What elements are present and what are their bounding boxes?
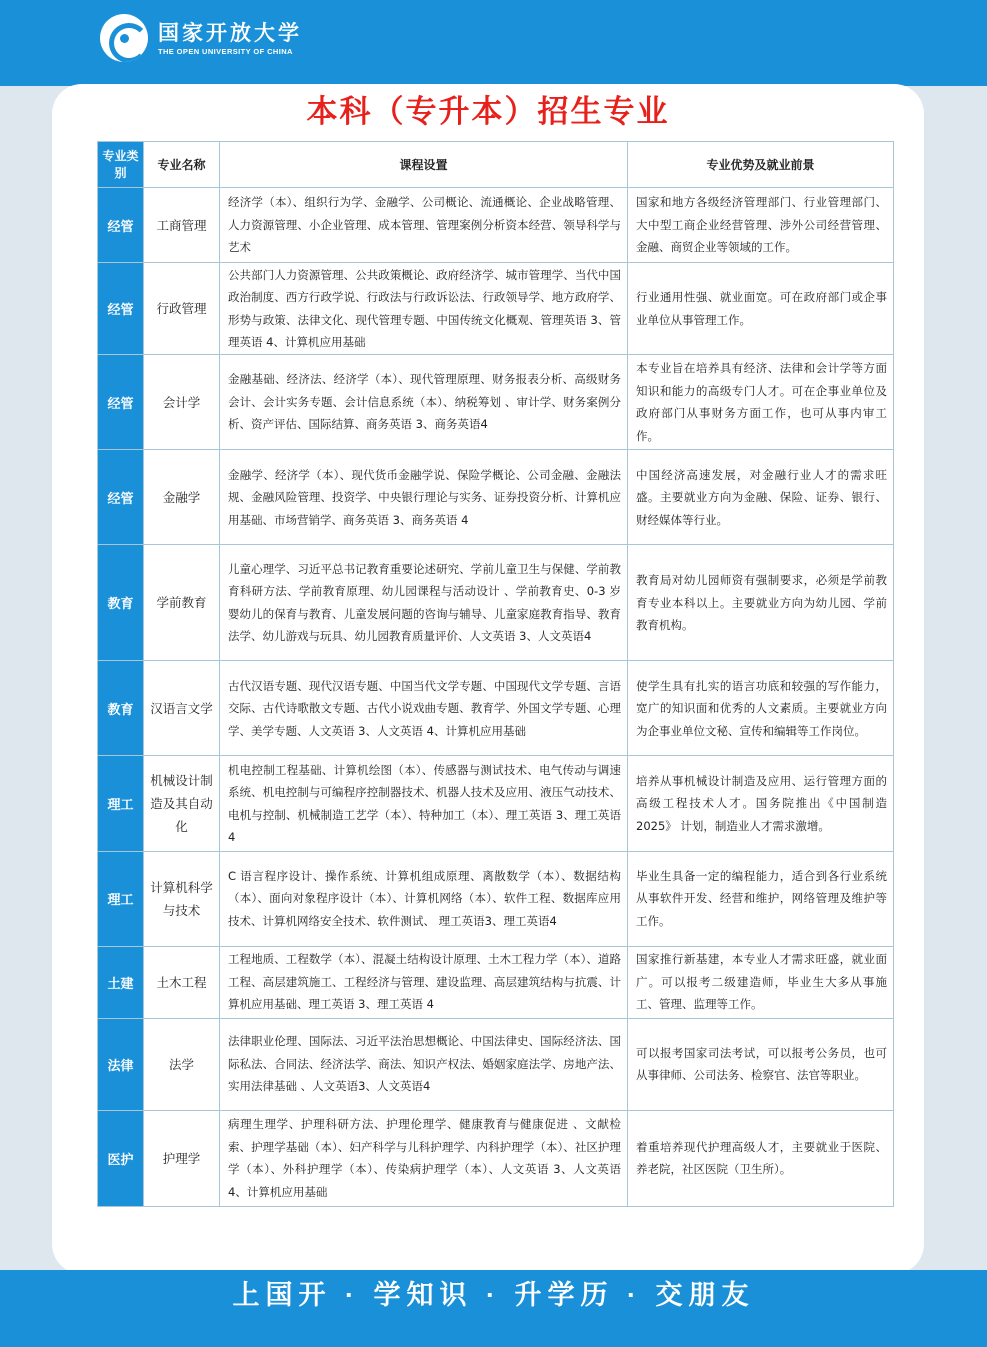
category-cell: 教育 [98,545,144,661]
courses-cell: 法律职业伦理、国际法、习近平法治思想概论、中国法律史、国际经济法、国际私法、合同法、经济法学、商法、知识产权法、婚姻家庭法学、房地产法、实用法律基础 、人文英语3、人文英语4 [220,1018,628,1110]
logo-english-name: THE OPEN UNIVERSITY OF CHINA [158,46,293,56]
courses-cell: 金融基础、经济法、经济学（本）、现代管理原理、财务报表分析、高级财务会计、会计实务专题、会计信息系统（本）、纳税筹划 、审计学、财务案例分析、资产评估、国际结算、商务英语 3、商务英语4 [220,355,628,450]
courses-cell: 工程地质、工程数学（本）、混凝土结构设计原理、土木工程力学（本）、道路工程、高层建筑施工、工程经济与管理、建设监理、高层建筑结构与抗震、计算机应用基础、理工英语 3、理工英语 4 [220,946,628,1018]
outlook-cell: 教育局对幼儿园师资有强制要求，必须是学前教育专业本科以上。主要就业方向为幼儿园、学前教育机构。 [628,545,894,661]
table-row [98,851,894,946]
category-cell: 理工 [98,851,144,946]
header-outlook: 专业优势及就业前景 [628,142,894,188]
table-row [98,263,894,355]
courses-cell: 儿童心理学、习近平总书记教育重要论述研究、学前儿童卫生与保健、学前教育科研方法、学前教育原理、幼儿园课程与活动设计 、学前教育史、0-3 岁婴幼儿的保育与教育、儿童发展问题的咨询与辅导、儿童家庭教育指导、教育法学、幼儿游戏与玩具、幼儿园教育质量评价、人文英语 3、人文英语4 [220,545,628,661]
table-row [98,756,894,851]
outlook-cell: 本专业旨在培养具有经济、法律和会计学等方面知识和能力的高级专门人才。可在企事业单位及政府部门从事财务方面工作，也可从事内审工作。 [628,355,894,450]
major-name-cell: 会计学 [144,355,220,450]
major-name-cell: 行政管理 [144,263,220,355]
courses-cell: 病理生理学、护理科研方法、护理伦理学、健康教育与健康促进 、文献检索、护理学基础（本）、妇产科学与儿科护理学、内科护理学（本）、社区护理学（本）、外科护理学（本）、传染病护理学（本）、人文英语 3、人文英语 4、计算机应用基础 [220,1110,628,1206]
major-name-cell: 护理学 [144,1110,220,1206]
courses-cell: 金融学、经济学（本）、现代货币金融学说、保险学概论、公司金融、金融法规、金融风险管理、投资学、中央银行理论与实务、证券投资分析、计算机应用基础、市场营销学、商务英语 3、商务英语 4 [220,450,628,545]
major-name-cell: 学前教育 [144,545,220,661]
page-title: 本科（专升本）招生专业 [306,94,670,129]
outlook-cell: 行业通用性强、就业面宽。可在政府部门或企事业单位从事管理工作。 [628,263,894,355]
courses-cell: 经济学（本）、组织行为学、金融学、公司概论、流通概论、企业战略管理、人力资源管理、小企业管理、成本管理、管理案例分析资本经营、领导科学与艺术 [220,188,628,263]
category-cell: 医护 [98,1110,144,1206]
courses-cell: C 语言程序设计、操作系统、计算机组成原理、离散数学（本）、数据结构（本）、面向对象程序设计（本）、计算机网络（本）、软件工程、数据库应用技术、计算机网络安全技术、软件测试、 理工英语3、理工英语4 [220,851,628,946]
category-cell: 经管 [98,355,144,450]
logo-text [158,21,302,56]
slogan-text: 上国开 · 学知识 · 升学历 · 交朋友 [232,1280,755,1310]
outlook-cell: 可以报考国家司法考试，可以报考公务员，也可从事律师、公司法务、检察官、法官等职业。 [628,1018,894,1110]
table-row [98,188,894,263]
major-name-cell: 土木工程 [144,946,220,1018]
outlook-cell: 中国经济高速发展，对金融行业人才的需求旺盛。主要就业方向为金融、保险、证券、银行、财经媒体等行业。 [628,450,894,545]
courses-cell: 公共部门人力资源管理、公共政策概论、政府经济学、城市管理学、当代中国政治制度、西方行政学说、行政法与行政诉讼法、行政领导学、地方政府学、形势与政策、法律文化、现代管理专题、中国传统文化概观、管理英语 3、管理英语 4、计算机应用基础 [220,263,628,355]
table-row [98,450,894,545]
outlook-cell: 培养从事机械设计制造及应用、运行管理方面的高级工程技术人才。国务院推出《中国制造 2025》 计划，制造业人才需求激增。 [628,756,894,851]
university-logo [100,12,302,64]
category-cell: 经管 [98,263,144,355]
category-cell: 经管 [98,450,144,545]
logo-chinese-name: 国家开放大学 [158,21,302,45]
category-cell: 理工 [98,756,144,851]
slogan-band [0,1270,987,1347]
outlook-cell: 国家和地方各级经济管理部门、行业管理部门、大中型工商企业经营管理、涉外公司经营管理、金融、商贸企业等领域的工作。 [628,188,894,263]
table-row [98,661,894,756]
table-row [98,1110,894,1206]
header-category: 专业类别 [98,142,144,188]
category-cell: 土建 [98,946,144,1018]
outlook-cell: 国家推行新基建，本专业人才需求旺盛，就业面广。可以报考二级建造师，毕业生大多从事施工、管理、监理等工作。 [628,946,894,1018]
table-body [98,188,894,1207]
outlook-cell: 使学生具有扎实的语言功底和较强的写作能力，宽广的知识面和优秀的人文素质。主要就业方向为企事业单位文秘、宣传和编辑等工作岗位。 [628,661,894,756]
table-header-row [98,142,894,188]
header-courses: 课程设置 [220,142,628,188]
category-cell: 教育 [98,661,144,756]
majors-table [97,141,894,1207]
major-name-cell: 汉语言文学 [144,661,220,756]
major-name-cell: 计算机科学与技术 [144,851,220,946]
outlook-cell: 毕业生具备一定的编程能力，适合到各行业系统从事软件开发、经营和维护，网络管理及维护等工作。 [628,851,894,946]
major-name-cell: 金融学 [144,450,220,545]
outlook-cell: 着重培养现代护理高级人才，主要就业于医院、养老院，社区医院（卫生所）。 [628,1110,894,1206]
major-name-cell: 工商管理 [144,188,220,263]
major-name-cell: 法学 [144,1018,220,1110]
category-cell: 法律 [98,1018,144,1110]
table-row [98,355,894,450]
courses-cell: 古代汉语专题、现代汉语专题、中国当代文学专题、中国现代文学专题、言语交际、古代诗歌散文专题、古代小说戏曲专题、教育学、外国文学专题、心理学、美学专题、人文英语 3、人文英语 4、计算机应用基础 [220,661,628,756]
courses-cell: 机电控制工程基础、计算机绘图（本）、传感器与测试技术、电气传动与调速系统、机电控制与可编程序控制器技术、机器人技术及应用、液压气动技术、电机与控制、机械制造工艺学（本）、特种加工（本）、理工英语 3、理工英语 4 [220,756,628,851]
table-row [98,1018,894,1110]
university-emblem-icon [100,14,148,62]
major-name-cell: 机械设计制造及其自动化 [144,756,220,851]
table-row [98,946,894,1018]
category-cell: 经管 [98,188,144,263]
table-row [98,545,894,661]
header-name: 专业名称 [144,142,220,188]
